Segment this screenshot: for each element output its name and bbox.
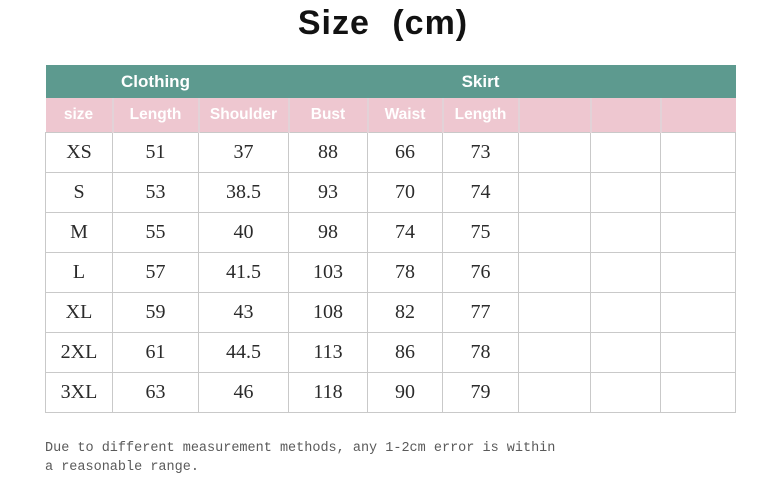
group-header-spacer bbox=[519, 65, 591, 98]
group-header-skirt: Skirt bbox=[443, 65, 519, 98]
col-header-empty bbox=[519, 98, 591, 133]
page-title: Size (cm) bbox=[297, 4, 469, 42]
group-header-spacer bbox=[591, 65, 661, 98]
cell-empty bbox=[661, 293, 736, 333]
size-label: M bbox=[46, 213, 113, 253]
cell: 63 bbox=[113, 373, 199, 413]
group-header-clothing: Clothing bbox=[113, 65, 199, 98]
cell: 51 bbox=[113, 133, 199, 173]
size-label: XL bbox=[46, 293, 113, 333]
col-header-empty bbox=[591, 98, 661, 133]
col-header-clothing-length: Length bbox=[113, 98, 199, 133]
size-label: 3XL bbox=[46, 373, 113, 413]
cell: 118 bbox=[289, 373, 368, 413]
column-header-row bbox=[46, 98, 736, 133]
size-label: 2XL bbox=[46, 333, 113, 373]
size-label: XS bbox=[46, 133, 113, 173]
cell: 70 bbox=[368, 173, 443, 213]
cell: 103 bbox=[289, 253, 368, 293]
cell: 93 bbox=[289, 173, 368, 213]
cell-empty bbox=[519, 253, 591, 293]
size-label: S bbox=[46, 173, 113, 213]
cell: 73 bbox=[443, 133, 519, 173]
cell: 90 bbox=[368, 373, 443, 413]
cell-empty bbox=[661, 333, 736, 373]
table-row-l bbox=[46, 253, 736, 293]
cell: 53 bbox=[113, 173, 199, 213]
cell-empty bbox=[519, 173, 591, 213]
table-row-2xl bbox=[46, 333, 736, 373]
col-header-skirt-length: Length bbox=[443, 98, 519, 133]
cell-empty bbox=[661, 253, 736, 293]
cell: 78 bbox=[368, 253, 443, 293]
group-header-spacer bbox=[661, 65, 736, 98]
col-header-bust: Bust bbox=[289, 98, 368, 133]
cell: 88 bbox=[289, 133, 368, 173]
group-header-row bbox=[46, 65, 736, 98]
table-row-s bbox=[46, 173, 736, 213]
cell-empty bbox=[591, 253, 661, 293]
cell-empty bbox=[591, 133, 661, 173]
cell-empty bbox=[591, 293, 661, 333]
cell-empty bbox=[519, 333, 591, 373]
cell-empty bbox=[591, 173, 661, 213]
cell: 78 bbox=[443, 333, 519, 373]
cell-empty bbox=[591, 373, 661, 413]
group-header-spacer bbox=[289, 65, 368, 98]
cell: 76 bbox=[443, 253, 519, 293]
group-header-spacer bbox=[368, 65, 443, 98]
size-table bbox=[45, 65, 736, 413]
col-header-waist: Waist bbox=[368, 98, 443, 133]
cell: 46 bbox=[199, 373, 289, 413]
cell-empty bbox=[661, 373, 736, 413]
cell: 74 bbox=[443, 173, 519, 213]
measurement-note: Due to different measurement methods, any 1-2cm error is within a reasonable range. bbox=[45, 441, 556, 475]
cell: 108 bbox=[289, 293, 368, 333]
cell: 61 bbox=[113, 333, 199, 373]
group-header-spacer bbox=[199, 65, 289, 98]
table-row-xl bbox=[46, 293, 736, 333]
cell-empty bbox=[661, 133, 736, 173]
cell-empty bbox=[519, 293, 591, 333]
cell: 113 bbox=[289, 333, 368, 373]
cell-empty bbox=[591, 213, 661, 253]
cell: 41.5 bbox=[199, 253, 289, 293]
cell: 82 bbox=[368, 293, 443, 333]
cell: 98 bbox=[289, 213, 368, 253]
table-row-m bbox=[46, 213, 736, 253]
cell-empty bbox=[591, 333, 661, 373]
cell-empty bbox=[519, 213, 591, 253]
cell: 59 bbox=[113, 293, 199, 333]
col-header-size: size bbox=[46, 98, 113, 133]
cell-empty bbox=[519, 133, 591, 173]
table-row-3xl bbox=[46, 373, 736, 413]
cell: 37 bbox=[199, 133, 289, 173]
col-header-empty bbox=[661, 98, 736, 133]
col-header-shoulder: Shoulder bbox=[199, 98, 289, 133]
table-row-xs bbox=[46, 133, 736, 173]
cell: 75 bbox=[443, 213, 519, 253]
cell: 40 bbox=[199, 213, 289, 253]
cell-empty bbox=[519, 373, 591, 413]
group-header-spacer bbox=[46, 65, 113, 98]
cell: 77 bbox=[443, 293, 519, 333]
cell: 79 bbox=[443, 373, 519, 413]
cell-empty bbox=[661, 213, 736, 253]
cell: 74 bbox=[368, 213, 443, 253]
cell-empty bbox=[661, 173, 736, 213]
size-label: L bbox=[46, 253, 113, 293]
cell: 66 bbox=[368, 133, 443, 173]
cell: 38.5 bbox=[199, 173, 289, 213]
cell: 44.5 bbox=[199, 333, 289, 373]
cell: 55 bbox=[113, 213, 199, 253]
cell: 43 bbox=[199, 293, 289, 333]
cell: 86 bbox=[368, 333, 443, 373]
cell: 57 bbox=[113, 253, 199, 293]
